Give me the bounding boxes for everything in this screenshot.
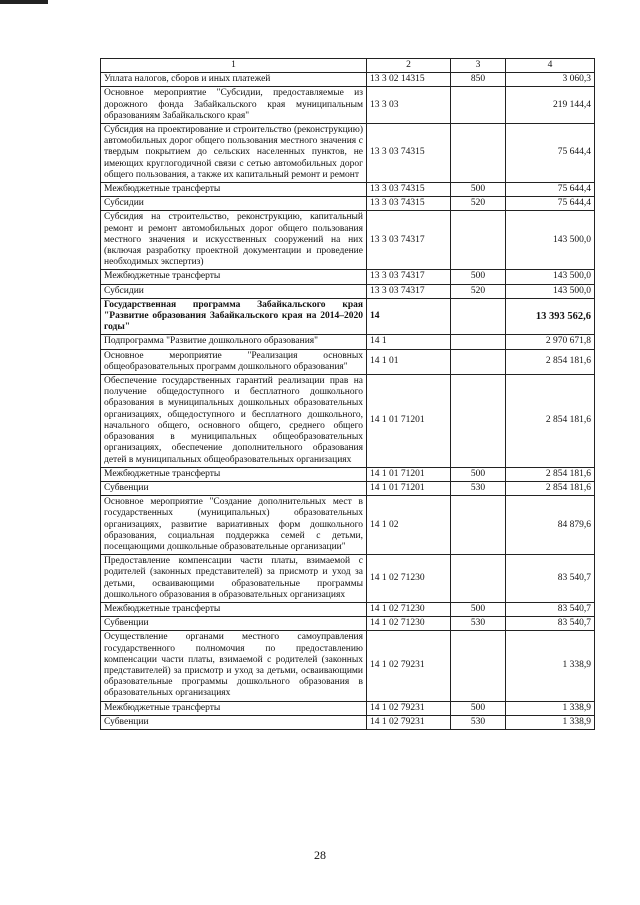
table-row bbox=[101, 467, 595, 481]
row-amount-cell: 1 338,9 bbox=[506, 715, 595, 729]
row-name-cell: Основное мероприятие "Создание дополнительных мест в государственных (муниципальных) образовательных организациях, развитие вариативных форм дошкольного образования, социальная поддержка семей с детьми, посещающими дошкольные образовательные организации" bbox=[101, 496, 367, 555]
row-amount-cell: 75 644,4 bbox=[506, 183, 595, 197]
row-code-cell: 13 3 03 74317 bbox=[367, 270, 451, 284]
row-name-cell: Уплата налогов, сборов и иных платежей bbox=[101, 73, 367, 87]
row-amount-cell: 219 144,4 bbox=[506, 87, 595, 124]
row-code-cell: 14 1 01 71201 bbox=[367, 481, 451, 495]
row-name-cell: Субвенции bbox=[101, 617, 367, 631]
table-row bbox=[101, 631, 595, 701]
row-amount-cell: 84 879,6 bbox=[506, 496, 595, 555]
header-col-amount: 4 bbox=[506, 59, 595, 73]
row-name-cell: Основное мероприятие "Реализация основных общеобразовательных программ дошкольного образования" bbox=[101, 349, 367, 374]
table-body bbox=[101, 73, 595, 730]
row-expense-type-cell: 850 bbox=[451, 73, 506, 87]
table-row bbox=[101, 73, 595, 87]
row-code-cell: 14 1 01 bbox=[367, 349, 451, 374]
table-row bbox=[101, 197, 595, 211]
row-code-cell: 13 3 03 74315 bbox=[367, 183, 451, 197]
row-code-cell: 14 1 01 71201 bbox=[367, 467, 451, 481]
row-amount-cell: 2 854 181,6 bbox=[506, 375, 595, 468]
row-name-cell: Государственная программа Забайкальского края "Развитие образования Забайкальского края на 2014–2020 годы" bbox=[101, 298, 367, 335]
row-amount-cell: 75 644,4 bbox=[506, 124, 595, 183]
row-amount-cell: 2 970 671,8 bbox=[506, 335, 595, 349]
row-expense-type-cell: 530 bbox=[451, 481, 506, 495]
row-expense-type-cell: 500 bbox=[451, 602, 506, 616]
row-expense-type-cell bbox=[451, 555, 506, 603]
header-col-type: 3 bbox=[451, 59, 506, 73]
row-expense-type-cell: 500 bbox=[451, 701, 506, 715]
row-code-cell: 14 1 02 bbox=[367, 496, 451, 555]
row-code-cell: 13 3 02 14315 bbox=[367, 73, 451, 87]
table-row bbox=[101, 701, 595, 715]
table-row bbox=[101, 270, 595, 284]
row-amount-cell: 83 540,7 bbox=[506, 617, 595, 631]
row-code-cell: 14 1 02 71230 bbox=[367, 617, 451, 631]
table-header-row bbox=[101, 59, 595, 73]
table-row bbox=[101, 617, 595, 631]
table-row bbox=[101, 555, 595, 603]
row-amount-cell: 83 540,7 bbox=[506, 555, 595, 603]
table-row bbox=[101, 481, 595, 495]
scan-edge-mark bbox=[0, 0, 48, 4]
row-amount-cell: 1 338,9 bbox=[506, 701, 595, 715]
row-name-cell: Предоставление компенсации части платы, взимаемой с родителей (законных представителей) за присмотр и уход за детьми, осваивающими образовательные программы дошкольного образования в образовательных организациях bbox=[101, 555, 367, 603]
row-code-cell: 14 bbox=[367, 298, 451, 335]
row-expense-type-cell bbox=[451, 496, 506, 555]
row-expense-type-cell bbox=[451, 375, 506, 468]
table-row bbox=[101, 375, 595, 468]
row-amount-cell: 2 854 181,6 bbox=[506, 349, 595, 374]
table-row bbox=[101, 496, 595, 555]
row-amount-cell: 13 393 562,6 bbox=[506, 298, 595, 335]
row-code-cell: 14 1 02 71230 bbox=[367, 555, 451, 603]
table-row bbox=[101, 298, 595, 335]
row-amount-cell: 75 644,4 bbox=[506, 197, 595, 211]
page-number: 28 bbox=[314, 848, 326, 862]
row-code-cell: 13 3 03 74317 bbox=[367, 211, 451, 270]
row-expense-type-cell: 520 bbox=[451, 197, 506, 211]
row-name-cell: Субсидии bbox=[101, 284, 367, 298]
budget-table bbox=[100, 58, 595, 730]
table-row bbox=[101, 124, 595, 183]
row-code-cell: 14 1 02 79231 bbox=[367, 631, 451, 701]
row-name-cell: Субсидии bbox=[101, 197, 367, 211]
row-amount-cell: 83 540,7 bbox=[506, 602, 595, 616]
row-code-cell: 13 3 03 74317 bbox=[367, 284, 451, 298]
row-amount-cell: 143 500,0 bbox=[506, 211, 595, 270]
header-col-name: 1 bbox=[101, 59, 367, 73]
row-amount-cell: 2 854 181,6 bbox=[506, 481, 595, 495]
row-code-cell: 14 1 02 79231 bbox=[367, 715, 451, 729]
row-code-cell: 13 3 03 bbox=[367, 87, 451, 124]
table-row bbox=[101, 335, 595, 349]
table-row bbox=[101, 715, 595, 729]
row-amount-cell: 143 500,0 bbox=[506, 270, 595, 284]
row-expense-type-cell: 500 bbox=[451, 467, 506, 481]
row-code-cell: 13 3 03 74315 bbox=[367, 197, 451, 211]
table-row bbox=[101, 349, 595, 374]
table-row bbox=[101, 284, 595, 298]
row-name-cell: Основное мероприятие "Субсидии, предоставляемые из дорожного фонда Забайкальского края муниципальным образованиям Забайкальского края" bbox=[101, 87, 367, 124]
row-expense-type-cell bbox=[451, 124, 506, 183]
row-name-cell: Субсидия на проектирование и строительство (реконструкцию) автомобильных дорог общего пользования местного значения с твердым покрытием до сельских населенных пунктов, не имеющих круглогодичной связи с сетью автомобильных дорог общего пользования, а также их капитальный ремонт и ремонт bbox=[101, 124, 367, 183]
row-expense-type-cell bbox=[451, 298, 506, 335]
row-code-cell: 14 1 02 79231 bbox=[367, 701, 451, 715]
row-code-cell: 13 3 03 74315 bbox=[367, 124, 451, 183]
row-name-cell: Межбюджетные трансферты bbox=[101, 467, 367, 481]
row-expense-type-cell: 530 bbox=[451, 715, 506, 729]
row-expense-type-cell bbox=[451, 335, 506, 349]
row-code-cell: 14 1 bbox=[367, 335, 451, 349]
row-amount-cell: 3 060,3 bbox=[506, 73, 595, 87]
row-expense-type-cell: 500 bbox=[451, 183, 506, 197]
table-row bbox=[101, 211, 595, 270]
row-name-cell: Межбюджетные трансферты bbox=[101, 270, 367, 284]
row-name-cell: Межбюджетные трансферты bbox=[101, 701, 367, 715]
row-expense-type-cell: 530 bbox=[451, 617, 506, 631]
row-amount-cell: 2 854 181,6 bbox=[506, 467, 595, 481]
row-name-cell: Субсидия на строительство, реконструкцию, капитальный ремонт и ремонт автомобильных дорог общего пользования местного значения и искусственных сооружений на них (включая разработку проектной документации и проведение необходимых экспертиз) bbox=[101, 211, 367, 270]
row-name-cell: Подпрограмма "Развитие дошкольного образования" bbox=[101, 335, 367, 349]
header-col-code: 2 bbox=[367, 59, 451, 73]
row-name-cell: Субвенции bbox=[101, 481, 367, 495]
row-expense-type-cell: 500 bbox=[451, 270, 506, 284]
row-name-cell: Межбюджетные трансферты bbox=[101, 183, 367, 197]
row-expense-type-cell bbox=[451, 87, 506, 124]
table-row bbox=[101, 183, 595, 197]
table-row bbox=[101, 87, 595, 124]
row-amount-cell: 1 338,9 bbox=[506, 631, 595, 701]
row-amount-cell: 143 500,0 bbox=[506, 284, 595, 298]
row-code-cell: 14 1 01 71201 bbox=[367, 375, 451, 468]
table-row bbox=[101, 602, 595, 616]
row-name-cell: Обеспечение государственных гарантий реализации прав на получение общедоступного и бесплатного дошкольного образования в муниципальных дошкольных образовательных организациях, общедоступного и бесплатного дошкольного, начального общего, основного общего, среднего общего образования в муниципальных общеобразовательных организациях, обеспечение дополнительного образования детей в муниципальных общеобразовательных организациях bbox=[101, 375, 367, 468]
row-name-cell: Осуществление органами местного самоуправления государственного полномочия по предоставлению компенсации части платы, взимаемой с родителей (законных представителей) за присмотр и уход за детьми, осваивающими образовательные программы дошкольного образования в образовательных организациях bbox=[101, 631, 367, 701]
row-expense-type-cell bbox=[451, 211, 506, 270]
row-expense-type-cell bbox=[451, 349, 506, 374]
row-expense-type-cell: 520 bbox=[451, 284, 506, 298]
row-expense-type-cell bbox=[451, 631, 506, 701]
row-name-cell: Межбюджетные трансферты bbox=[101, 602, 367, 616]
row-name-cell: Субвенции bbox=[101, 715, 367, 729]
row-code-cell: 14 1 02 71230 bbox=[367, 602, 451, 616]
